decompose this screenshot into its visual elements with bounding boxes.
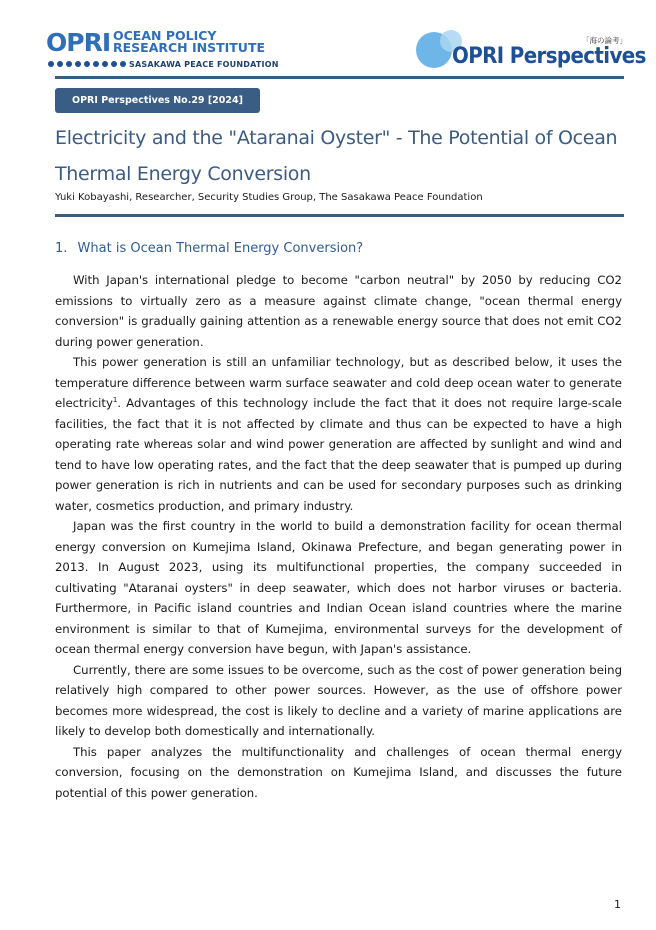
logo-dots: [48, 61, 126, 67]
body-text: [55, 270, 622, 803]
dot-icon: [93, 61, 99, 67]
dot-icon: [75, 61, 81, 67]
dot-icon: [84, 61, 90, 67]
foundation-name: SASAKAWA PEACE FOUNDATION: [129, 60, 279, 69]
document-title-line2: Thermal Energy Conversion: [55, 163, 311, 185]
document-title-line1: Electricity and the "Ataranai Oyster" - The Potential of Ocean: [55, 127, 618, 149]
dot-icon: [57, 61, 63, 67]
dot-icon: [120, 61, 126, 67]
opri-perspectives-logo: [412, 28, 646, 74]
org-name-line2: RESEARCH INSTITUTE: [113, 40, 266, 55]
paragraph-text: . Advantages of this technology include the fact that it does not require large-scale facilities, the fact that it is not affected by climate and thus can be expected to have a high operating rate whereas solar and wind power generation are affected by sunlight and wind and tend to have low operating rates, and the fact that the deep seawater that is pumped up during power generation is rich in nutrients and can be used for secondary purposes such as drinking water, cosmetics production, and primary industry.: [55, 396, 622, 513]
issue-badge: OPRI Perspectives No.29 [2024]: [55, 88, 260, 113]
paragraph: With Japan's international pledge to become "carbon neutral" by 2050 by reducing CO2 emissions to virtually zero as a measure against climate change, "ocean thermal energy conversion" is gradually gaining attention as a renewable energy source that does not emit CO2 during power generation.: [55, 273, 622, 349]
footnote-ref[interactable]: 1: [112, 396, 118, 405]
document-title: [55, 120, 630, 192]
section-number: 1.: [55, 241, 68, 256]
page-header: [0, 0, 656, 80]
dot-icon: [111, 61, 117, 67]
opri-logo-mark: OPRI: [46, 28, 111, 57]
dot-icon: [48, 61, 54, 67]
title-divider: [55, 214, 624, 217]
org-name-line1: OCEAN POLICY: [113, 28, 217, 43]
section-heading: [55, 241, 363, 256]
paragraph-text: This power generation is still an unfamiliar technology, but as described below, it uses the temperature difference between warm surface seawater and cold deep ocean water to generate electricity: [55, 355, 622, 410]
series-title: OPRI Perspectives: [452, 44, 646, 69]
paragraph: Japan was the first country in the world to build a demonstration facility for ocean thermal energy conversion on Kumejima Island, Okinawa Prefecture, and began generating power in 2013. In August 2023, using its multifunctional properties, the company succeeded in cultivating "Ataranai oysters" in deep seawater, which does not harbor viruses or bacteria. Furthermore, in Pacific island countries and Indian Ocean island countries where the marine environment is similar to that of Kumejima, environmental surveys for the development of ocean thermal energy conversion have begun, with Japan's assistance.: [55, 519, 622, 656]
header-divider: [55, 76, 624, 79]
author-line: Yuki Kobayashi, Researcher, Security Studies Group, The Sasakawa Peace Foundation: [55, 192, 483, 203]
page-number: 1: [614, 898, 621, 911]
paragraph: This paper analyzes the multifunctionality and challenges of ocean thermal energy conversion, focusing on the demonstration on Kumejima Island, and discusses the future potential of this power generation.: [55, 744, 622, 800]
series-tag: 「海の論考」: [582, 36, 627, 45]
paragraph: [55, 352, 622, 516]
section-title: What is Ocean Thermal Energy Conversion?: [77, 241, 364, 256]
org-name: [113, 30, 313, 54]
paragraph: Currently, there are some issues to be overcome, such as the cost of power generation being relatively high compared to other power sources. However, as the use of offshore power becomes more widespread, the cost is likely to decline and a variety of marine applications are likely to develop both domestically and internationally.: [55, 662, 622, 738]
dot-icon: [102, 61, 108, 67]
dot-icon: [66, 61, 72, 67]
